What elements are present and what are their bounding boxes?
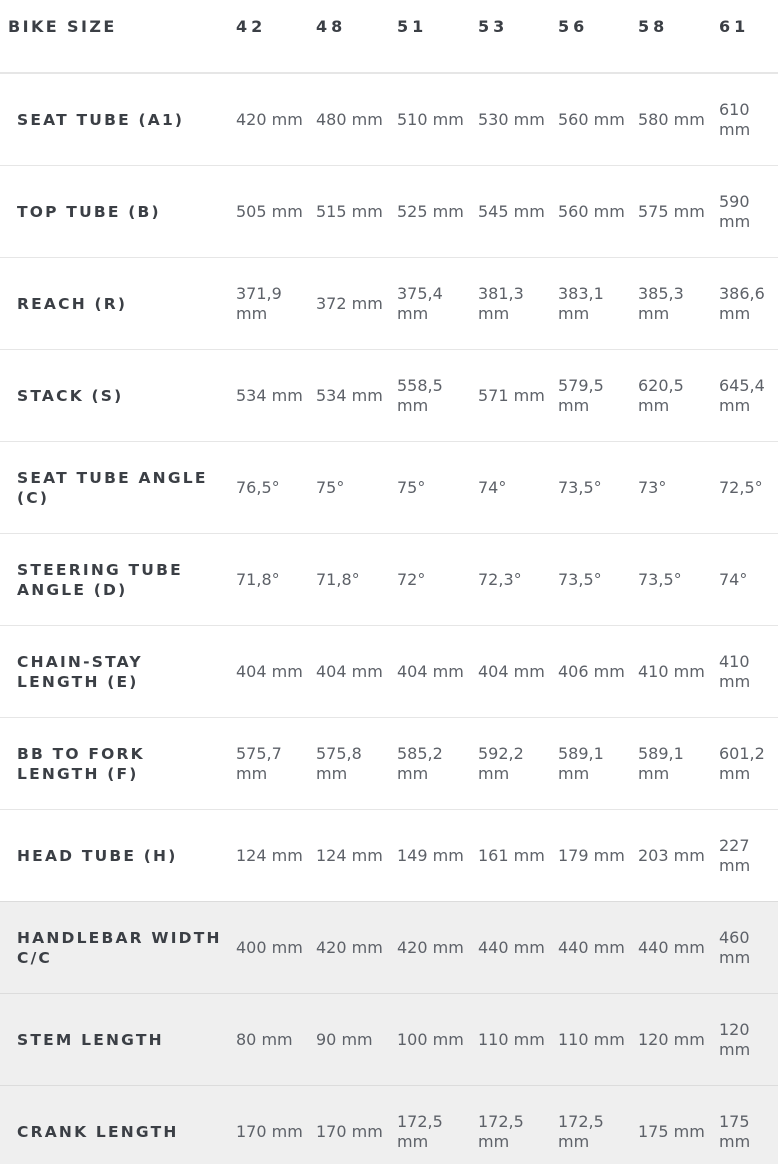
cell-value: 73,5°: [558, 569, 602, 589]
table-cell: [719, 1086, 778, 1164]
cell-value: 571 mm: [478, 385, 545, 405]
table-cell: [638, 1086, 716, 1164]
cell-value: 90 mm: [316, 1029, 373, 1049]
row-label: STEERING TUBE ANGLE (D): [17, 560, 183, 599]
cell-value: 592,2 mm: [478, 743, 524, 783]
cell-value: 179 mm: [558, 845, 625, 865]
table-cell: [316, 258, 394, 349]
cell-value: 440 mm: [478, 937, 545, 957]
cell-value: 585,2 mm: [397, 743, 443, 783]
cell-value: 170 mm: [316, 1121, 383, 1141]
cell-value: 172,5 mm: [397, 1111, 443, 1151]
cell-value: 371,9 mm: [236, 283, 282, 323]
cell-value: 74°: [719, 569, 748, 589]
table-cell: [638, 626, 716, 717]
table-row: [0, 625, 778, 717]
cell-value: 385,3 mm: [638, 283, 684, 323]
table-cell: [478, 258, 556, 349]
header-label: BIKE SIZE: [8, 17, 117, 36]
table-cell: [478, 74, 556, 165]
table-cell: [397, 534, 475, 625]
table-row: [0, 165, 778, 257]
cell-value: 100 mm: [397, 1029, 464, 1049]
row-label: CHAIN-STAY LENGTH (E): [17, 652, 143, 691]
table-cell: [719, 534, 778, 625]
cell-value: 534 mm: [236, 385, 303, 405]
cell-value: 73,5°: [638, 569, 682, 589]
cell-value: 110 mm: [478, 1029, 545, 1049]
row-label: HANDLEBAR WIDTH C/C: [17, 928, 222, 967]
table-cell: [316, 442, 394, 533]
cell-value: 410 mm: [638, 661, 705, 681]
cell-value: 410 mm: [719, 651, 751, 691]
table-cell: [397, 902, 475, 993]
cell-value: 575,8 mm: [316, 743, 362, 783]
cell-value: 545 mm: [478, 201, 545, 221]
cell-value: 510 mm: [397, 109, 464, 129]
table-cell: [719, 902, 778, 993]
cell-value: 575,7 mm: [236, 743, 282, 783]
cell-value: 71,8°: [316, 569, 360, 589]
table-cell: [478, 994, 556, 1085]
table-cell: [478, 810, 556, 901]
table-row: [0, 533, 778, 625]
row-label: REACH (R): [17, 294, 128, 313]
table-cell: [316, 810, 394, 901]
table-row: [0, 257, 778, 349]
size-header-cell: 53: [478, 17, 509, 36]
cell-value: 172,5 mm: [558, 1111, 604, 1151]
table-cell: [478, 534, 556, 625]
cell-value: 589,1 mm: [638, 743, 684, 783]
table-cell: [719, 442, 778, 533]
table-cell: [316, 994, 394, 1085]
table-cell: [397, 1086, 475, 1164]
table-cell: [478, 626, 556, 717]
cell-value: 227 mm: [719, 835, 751, 875]
table-cell: [236, 994, 314, 1085]
table-cell: [397, 626, 475, 717]
table-cell: [558, 442, 636, 533]
cell-value: 149 mm: [397, 845, 464, 865]
table-cell: [719, 166, 778, 257]
cell-value: 515 mm: [316, 201, 383, 221]
table-cell: [558, 718, 636, 809]
table-cell: [397, 442, 475, 533]
table-cell: [638, 442, 716, 533]
table-cell: [558, 258, 636, 349]
table-cell: [558, 902, 636, 993]
table-cell: [558, 994, 636, 1085]
cell-value: 525 mm: [397, 201, 464, 221]
size-header-cell: 48: [316, 17, 347, 36]
table-cell: [236, 902, 314, 993]
cell-value: 383,1 mm: [558, 283, 604, 323]
table-cell: [316, 74, 394, 165]
table-cell: [719, 718, 778, 809]
cell-value: 404 mm: [478, 661, 545, 681]
cell-value: 530 mm: [478, 109, 545, 129]
cell-value: 440 mm: [558, 937, 625, 957]
cell-value: 579,5 mm: [558, 375, 604, 415]
cell-value: 404 mm: [236, 661, 303, 681]
cell-value: 203 mm: [638, 845, 705, 865]
cell-value: 73,5°: [558, 477, 602, 497]
cell-value: 381,3 mm: [478, 283, 524, 323]
cell-value: 172,5 mm: [478, 1111, 524, 1151]
table-cell: [558, 350, 636, 441]
table-row: [0, 809, 778, 901]
table-cell: [638, 994, 716, 1085]
row-label: TOP TUBE (B): [17, 202, 161, 221]
table-cell: [316, 534, 394, 625]
table-cell: [236, 74, 314, 165]
cell-value: 161 mm: [478, 845, 545, 865]
cell-value: 386,6 mm: [719, 283, 765, 323]
cell-value: 75°: [397, 477, 426, 497]
table-row: [0, 901, 778, 993]
cell-value: 375,4 mm: [397, 283, 443, 323]
table-cell: [236, 442, 314, 533]
table-cell: [236, 626, 314, 717]
cell-value: 420 mm: [397, 937, 464, 957]
table-cell: [478, 350, 556, 441]
cell-value: 124 mm: [316, 845, 383, 865]
row-label: STACK (S): [17, 386, 124, 405]
table-cell: [236, 258, 314, 349]
cell-value: 589,1 mm: [558, 743, 604, 783]
table-cell: [558, 74, 636, 165]
table-cell: [638, 166, 716, 257]
row-label: STEM LENGTH: [17, 1030, 164, 1049]
table-cell: [719, 74, 778, 165]
cell-value: 460 mm: [719, 927, 751, 967]
table-cell: [236, 350, 314, 441]
table-cell: [397, 810, 475, 901]
table-row: [0, 993, 778, 1085]
cell-value: 406 mm: [558, 661, 625, 681]
size-header-cell: 61: [719, 17, 750, 36]
cell-value: 75°: [316, 477, 345, 497]
cell-value: 580 mm: [638, 109, 705, 129]
table-cell: [719, 810, 778, 901]
table-cell: [316, 350, 394, 441]
cell-value: 124 mm: [236, 845, 303, 865]
cell-value: 601,2 mm: [719, 743, 765, 783]
size-header-cell: 56: [558, 17, 589, 36]
cell-value: 420 mm: [316, 937, 383, 957]
cell-value: 170 mm: [236, 1121, 303, 1141]
cell-value: 590 mm: [719, 191, 751, 231]
table-cell: [719, 626, 778, 717]
cell-value: 175 mm: [719, 1111, 751, 1151]
table-cell: [558, 626, 636, 717]
table-cell: [478, 166, 556, 257]
cell-value: 80 mm: [236, 1029, 293, 1049]
table-cell: [719, 994, 778, 1085]
table-cell: [638, 718, 716, 809]
table-cell: [638, 350, 716, 441]
size-header-cell: 42: [236, 17, 267, 36]
cell-value: 120 mm: [719, 1019, 751, 1059]
table-cell: [397, 994, 475, 1085]
cell-value: 620,5 mm: [638, 375, 684, 415]
cell-value: 400 mm: [236, 937, 303, 957]
table-cell: [236, 166, 314, 257]
table-cell: [719, 258, 778, 349]
table-cell: [397, 166, 475, 257]
table-cell: [316, 718, 394, 809]
cell-value: 372 mm: [316, 293, 383, 313]
table-cell: [316, 626, 394, 717]
cell-value: 72,5°: [719, 477, 763, 497]
table-cell: [478, 1086, 556, 1164]
row-label: HEAD TUBE (H): [17, 846, 178, 865]
table-cell: [638, 902, 716, 993]
table-cell: [478, 442, 556, 533]
cell-value: 420 mm: [236, 109, 303, 129]
size-header-cell: 51: [397, 17, 428, 36]
table-cell: [558, 1086, 636, 1164]
table-cell: [397, 74, 475, 165]
table-cell: [236, 718, 314, 809]
row-label: SEAT TUBE ANGLE (C): [17, 468, 208, 507]
table-row: [0, 349, 778, 441]
cell-value: 72,3°: [478, 569, 522, 589]
row-label: CRANK LENGTH: [17, 1122, 179, 1141]
table-row: [0, 717, 778, 809]
cell-value: 404 mm: [316, 661, 383, 681]
table-cell: [316, 1086, 394, 1164]
table-cell: [316, 166, 394, 257]
cell-value: 73°: [638, 477, 667, 497]
table-cell: [719, 350, 778, 441]
table-cell: [397, 718, 475, 809]
row-label: BB TO FORK LENGTH (F): [17, 744, 145, 783]
size-header-cell: 58: [638, 17, 669, 36]
cell-value: 110 mm: [558, 1029, 625, 1049]
cell-value: 610 mm: [719, 99, 751, 139]
table-cell: [478, 902, 556, 993]
row-label: SEAT TUBE (A1): [17, 110, 185, 129]
table-row: [0, 73, 778, 165]
cell-value: 505 mm: [236, 201, 303, 221]
cell-value: 560 mm: [558, 109, 625, 129]
header-row: [0, 0, 778, 73]
cell-value: 575 mm: [638, 201, 705, 221]
table-cell: [558, 534, 636, 625]
table-cell: [397, 258, 475, 349]
table-cell: [478, 718, 556, 809]
table-cell: [638, 534, 716, 625]
table-cell: [558, 810, 636, 901]
cell-value: 534 mm: [316, 385, 383, 405]
cell-value: 72°: [397, 569, 426, 589]
cell-value: 76,5°: [236, 477, 280, 497]
cell-value: 558,5 mm: [397, 375, 443, 415]
cell-value: 480 mm: [316, 109, 383, 129]
cell-value: 74°: [478, 477, 507, 497]
table-row: [0, 1085, 778, 1164]
cell-value: 404 mm: [397, 661, 464, 681]
table-row: [0, 441, 778, 533]
cell-value: 440 mm: [638, 937, 705, 957]
cell-value: 71,8°: [236, 569, 280, 589]
table-cell: [638, 74, 716, 165]
table-cell: [397, 350, 475, 441]
cell-value: 120 mm: [638, 1029, 705, 1049]
table-cell: [316, 902, 394, 993]
table-cell: [558, 166, 636, 257]
table-cell: [638, 810, 716, 901]
table-cell: [638, 258, 716, 349]
table-cell: [236, 1086, 314, 1164]
cell-value: 645,4 mm: [719, 375, 765, 415]
table-cell: [236, 810, 314, 901]
table-cell: [236, 534, 314, 625]
cell-value: 175 mm: [638, 1121, 705, 1141]
cell-value: 560 mm: [558, 201, 625, 221]
